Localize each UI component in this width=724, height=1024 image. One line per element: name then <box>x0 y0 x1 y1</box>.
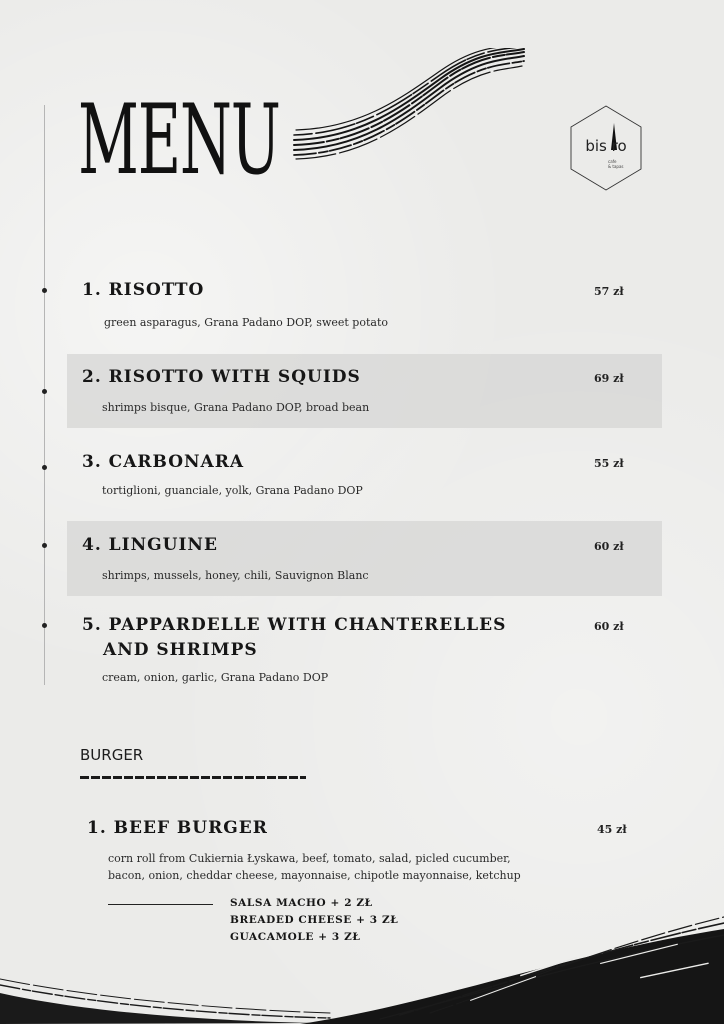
page-title: MENU <box>78 84 280 196</box>
menu-item-name: 2. RISOTTO WITH SQUIDS <box>82 367 361 387</box>
bullet-dot <box>42 623 47 628</box>
section-divider <box>80 776 306 779</box>
logo-subtitle: cafe & tapas <box>608 159 624 169</box>
addons-divider <box>108 904 213 905</box>
menu-item-price: 69 zł <box>594 372 624 385</box>
menu-item-name: 1. RISOTTO <box>82 280 205 300</box>
menu-item-price: 60 zł <box>594 620 624 633</box>
timeline-line <box>44 105 45 685</box>
menu-item-name: 4. LINGUINE <box>82 535 218 555</box>
brush-stroke-decoration <box>290 48 530 163</box>
bullet-dot <box>42 543 47 548</box>
menu-item-name: 5. PAPPARDELLE WITH CHANTERELLES <box>82 615 507 635</box>
bullet-dot <box>42 288 47 293</box>
logo-wordmark: bis ro <box>585 137 627 155</box>
menu-item-name: 1. BEEF BURGER <box>87 818 268 838</box>
section-heading: BURGER <box>80 746 144 764</box>
menu-item-description: shrimps, mussels, honey, chili, Sauvignon Blanc <box>102 569 369 582</box>
menu-item-price: 60 zł <box>594 540 624 553</box>
menu-item-description: corn roll from Cukiernia Łyskawa, beef, tomato, salad, picled cucumber, <box>108 852 511 865</box>
brush-stroke-bottom-decoration <box>0 915 724 1024</box>
menu-item-price: 57 zł <box>594 285 624 298</box>
menu-item-price: 55 zł <box>594 457 624 470</box>
addon-item: GUACAMOLE + 3 ZŁ <box>230 931 361 943</box>
bullet-dot <box>42 465 47 470</box>
bistro-logo <box>570 105 642 191</box>
menu-item-name: 3. CARBONARA <box>82 452 245 472</box>
menu-item-name-continued: AND SHRIMPS <box>103 640 258 660</box>
bullet-dot <box>42 389 47 394</box>
menu-item-description: cream, onion, garlic, Grana Padano DOP <box>102 671 329 684</box>
menu-item-description: green asparagus, Grana Padano DOP, sweet potato <box>104 316 388 329</box>
addon-item: SALSA MACHO + 2 ZŁ <box>230 897 373 909</box>
addon-item: BREADED CHEESE + 3 ZŁ <box>230 914 399 926</box>
menu-item-price: 45 zł <box>597 823 627 836</box>
menu-item-description-continued: bacon, onion, cheddar cheese, mayonnaise, chipotle mayonnaise, ketchup <box>108 869 521 882</box>
menu-item-description: tortiglioni, guanciale, yolk, Grana Padano DOP <box>102 484 363 497</box>
menu-item-description: shrimps bisque, Grana Padano DOP, broad bean <box>102 401 370 414</box>
